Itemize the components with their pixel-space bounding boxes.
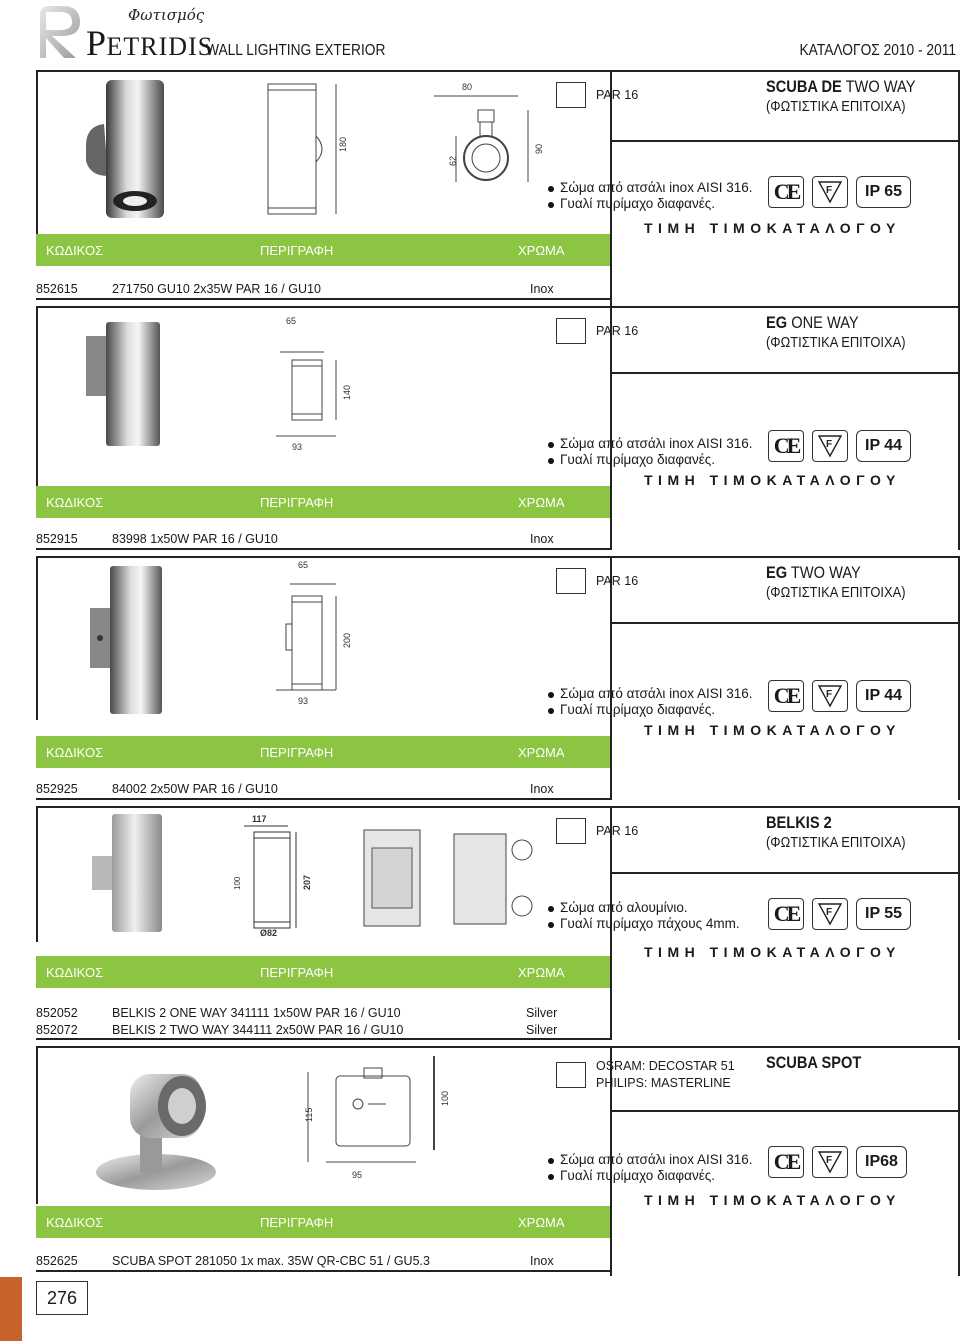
svg-text:F: F: [826, 689, 833, 700]
svg-text:F: F: [826, 1155, 833, 1166]
dim-depth: 62: [448, 155, 458, 166]
product-title: EG TWO WAY: [766, 563, 861, 582]
ip-rating: IP 44: [856, 680, 911, 712]
spec-list: Σώμα από αλουμίνιο. Γυαλί πυρίμαχο πάχους 4mm.: [548, 900, 740, 932]
product-subtitle: (ΦΩΤΙΣΤΙΚΑ ΕΠΙΤΟΙΧΑ): [766, 834, 906, 851]
f-mark-icon: [812, 1146, 848, 1178]
product-photo: [90, 812, 180, 936]
svg-text:200: 200: [342, 632, 352, 648]
svg-text:F: F: [826, 907, 833, 918]
dim-total: 90: [534, 143, 544, 154]
svg-text:95: 95: [352, 1170, 363, 1180]
table-header: ΚΩΔΙΚΟΣ ΠΕΡΙΓΡΑΦΗ ΧΡΩΜΑ: [36, 234, 610, 266]
product-subtitle: (ΦΩΤΙΣΤΙΚΑ ΕΠΙΤΟΙΧΑ): [766, 334, 906, 351]
svg-text:100: 100: [440, 1090, 450, 1106]
ce-mark-icon: CE: [768, 430, 804, 462]
f-mark-icon: [812, 680, 848, 712]
price-label: ΤΙΜΗ ΤΙΜΟΚΑΤΑΛΟΓΟΥ: [644, 722, 901, 738]
dimension-drawing: [256, 76, 556, 226]
dimension-drawing: [286, 1052, 466, 1196]
svg-text:65: 65: [298, 560, 309, 570]
svg-text:93: 93: [298, 696, 309, 706]
certifications: [768, 898, 911, 930]
lamp-type: PAR 16: [556, 568, 638, 594]
dim-width: 80: [462, 82, 473, 92]
svg-text:Ø82: Ø82: [260, 928, 278, 938]
ip-rating: IP 55: [856, 898, 911, 930]
lamp-type: PAR 16: [556, 318, 638, 344]
dim-height: 180: [338, 136, 348, 152]
lamp-type: OSRAM: DECOSTAR 51 PHILIPS: MASTERLINE: [556, 1058, 735, 1092]
logo-script-text: Φωτισμός: [128, 6, 205, 24]
certifications: [768, 430, 911, 462]
product-scuba-spot: 115 100 95 OSRAM: DECOSTAR 51 PHILIPS: MASTERLINE Σώμα από ατσάλι inox AISI 316. Γυαλί πυρίμαχο διαφανές. SCUBA SPOT CE F IP68 ΤΙΜΗ ΤΙΜΟΚΑΤΑΛΟΓΟΥ ΚΩΔΙΚΟΣ ΠΕΡΙΓΡΑΦΗ ΧΡΩΜΑ 852625 SCUBA SPOT 281050 1x max. 35W QR-CBC 51 / GU5.3 Inox: [36, 1046, 960, 1276]
product-photo: [86, 562, 176, 718]
svg-text:93: 93: [292, 442, 303, 452]
section-title: WALL LIGHTING EXTERIOR: [206, 42, 386, 59]
svg-text:140: 140: [342, 384, 352, 400]
svg-text:117: 117: [252, 814, 267, 824]
dimension-drawing: [236, 556, 376, 716]
lamp-icon: [556, 318, 586, 344]
svg-text:207: 207: [302, 874, 312, 890]
ce-mark-icon: CE: [768, 176, 804, 208]
dimension-drawing: [236, 312, 376, 462]
price-label: ΤΙΜΗ ΤΙΜΟΚΑΤΑΛΟΓΟΥ: [644, 220, 901, 236]
f-mark-icon: [812, 430, 848, 462]
lamp-icon: [556, 1062, 586, 1088]
product-photo: [82, 316, 172, 456]
petridis-logo-icon: [32, 4, 84, 60]
certifications: [768, 176, 911, 208]
product-subtitle: (ΦΩΤΙΣΤΙΚΑ ΕΠΙΤΟΙΧΑ): [766, 584, 906, 601]
svg-text:F: F: [826, 185, 833, 196]
spec-list: Σώμα από ατσάλι inox AISI 316. Γυαλί πυρίμαχο διαφανές.: [548, 436, 753, 468]
product-title: EG ONE WAY: [766, 313, 859, 332]
ce-mark-icon: CE: [768, 898, 804, 930]
product-title: BELKIS 2: [766, 813, 832, 832]
price-label: ΤΙΜΗ ΤΙΜΟΚΑΤΑΛΟΓΟΥ: [644, 944, 901, 960]
product-subtitle: (ΦΩΤΙΣΤΙΚΑ ΕΠΙΤΟΙΧΑ): [766, 98, 906, 115]
product-photo: [80, 1054, 230, 1194]
dimension-drawing: [224, 812, 554, 938]
svg-text:100: 100: [233, 876, 242, 890]
ip-rating: IP68: [856, 1146, 907, 1178]
logo-wordmark: PETRIDIS: [86, 23, 214, 63]
ip-rating: IP 65: [856, 176, 911, 208]
lamp-icon: [556, 818, 586, 844]
certifications: [768, 1146, 907, 1178]
lamp-type: PAR 16: [556, 82, 638, 108]
product-belkis-2: 117 100 207 Ø82 PAR 16 Σώμα από αλουμίνιο. Γυαλί πυρίμαχο πάχους 4mm. BELKIS 2 (ΦΩΤΙΣΤΙΚΑ ΕΠΙΤΟΙΧΑ) CE F IP 55 ΤΙΜΗ ΤΙΜΟΚΑΤΑΛΟΓΟΥ ΚΩΔΙΚΟΣ ΠΕΡΙΓΡΑΦΗ ΧΡΩΜΑ 852052 BELKIS 2 ONE WAY 341111 1x50W PAR 16 / GU10 Silver 852072 BELKIS 2 TWO WAY 344111 2x50W PAR 16 / GU10 Silver: [36, 806, 960, 1040]
spec-list: Σώμα από ατσάλι inox AISI 316. Γυαλί πυρίμαχο διαφανές.: [548, 1152, 753, 1184]
price-label: ΤΙΜΗ ΤΙΜΟΚΑΤΑΛΟΓΟΥ: [644, 1192, 901, 1208]
svg-text:F: F: [826, 439, 833, 450]
spec-list: Σώμα από ατσάλι inox AISI 316. Γυαλί πυρίμαχο διαφανές.: [548, 180, 753, 212]
page-tab: [0, 1277, 22, 1341]
table-header: ΚΩΔΙΚΟΣ ΠΕΡΙΓΡΑΦΗ ΧΡΩΜΑ: [36, 956, 610, 988]
certifications: [768, 680, 911, 712]
product-scuba-de: 180 80 62 90 PAR 16 Σώμα από ατσάλι inox AISI 316. Γυαλί πυρίμαχο διαφανές. SCUBA DE TWO WAY (ΦΩΤΙΣΤΙΚΑ ΕΠΙΤΟΙΧΑ) CE F IP 65 ΤΙΜΗ ΤΙΜΟΚΑΤΑΛΟΓΟΥ ΚΩΔΙΚΟΣ ΠΕΡΙΓΡΑΦΗ ΧΡΩΜΑ 852615 271750 GU10 2x35W PAR 16 / GU10 Inox: [36, 70, 960, 300]
catalog-year: ΚΑΤΑΛΟΓΟΣ 2010 - 2011: [799, 42, 956, 59]
svg-text:65: 65: [286, 316, 297, 326]
ip-rating: IP 44: [856, 430, 911, 462]
page-number: 276: [36, 1281, 88, 1315]
ce-mark-icon: CE: [768, 1146, 804, 1178]
product-title: SCUBA DE TWO WAY: [766, 77, 916, 96]
product-eg-two-way: 65 200 93 PAR 16 Σώμα από ατσάλι inox AISI 316. Γυαλί πυρίμαχο διαφανές. EG TWO WAY (ΦΩΤΙΣΤΙΚΑ ΕΠΙΤΟΙΧΑ) CE F IP 44 ΤΙΜΗ ΤΙΜΟΚΑΤΑΛΟΓΟΥ ΚΩΔΙΚΟΣ ΠΕΡΙΓΡΑΦΗ ΧΡΩΜΑ 852925 84002 2x50W PAR 16 / GU10 Inox: [36, 556, 960, 800]
f-mark-icon: [812, 176, 848, 208]
spec-list: Σώμα από ατσάλι inox AISI 316. Γυαλί πυρίμαχο διαφανές.: [548, 686, 753, 718]
ce-mark-icon: CE: [768, 680, 804, 712]
product-title: SCUBA SPOT: [766, 1053, 862, 1072]
product-photo: [76, 76, 186, 226]
lamp-type: PAR 16: [556, 818, 638, 844]
svg-text:115: 115: [304, 1107, 314, 1122]
lamp-icon: [556, 568, 586, 594]
f-mark-icon: [812, 898, 848, 930]
product-eg-one-way: 65 140 93 PAR 16 Σώμα από ατσάλι inox AISI 316. Γυαλί πυρίμαχο διαφανές. EG ONE WAY (ΦΩΤΙΣΤΙΚΑ ΕΠΙΤΟΙΧΑ) CE F IP 44 ΤΙΜΗ ΤΙΜΟΚΑΤΑΛΟΓΟΥ ΚΩΔΙΚΟΣ ΠΕΡΙΓΡΑΦΗ ΧΡΩΜΑ 852915 83998 1x50W PAR 16 / GU10 Inox: [36, 306, 960, 550]
price-label: ΤΙΜΗ ΤΙΜΟΚΑΤΑΛΟΓΟΥ: [644, 472, 901, 488]
table-header: ΚΩΔΙΚΟΣ ΠΕΡΙΓΡΑΦΗ ΧΡΩΜΑ: [36, 486, 610, 518]
table-header: ΚΩΔΙΚΟΣ ΠΕΡΙΓΡΑΦΗ ΧΡΩΜΑ: [36, 1206, 610, 1238]
lamp-icon: [556, 82, 586, 108]
table-header: ΚΩΔΙΚΟΣ ΠΕΡΙΓΡΑΦΗ ΧΡΩΜΑ: [36, 736, 610, 768]
page-header: [0, 0, 960, 70]
